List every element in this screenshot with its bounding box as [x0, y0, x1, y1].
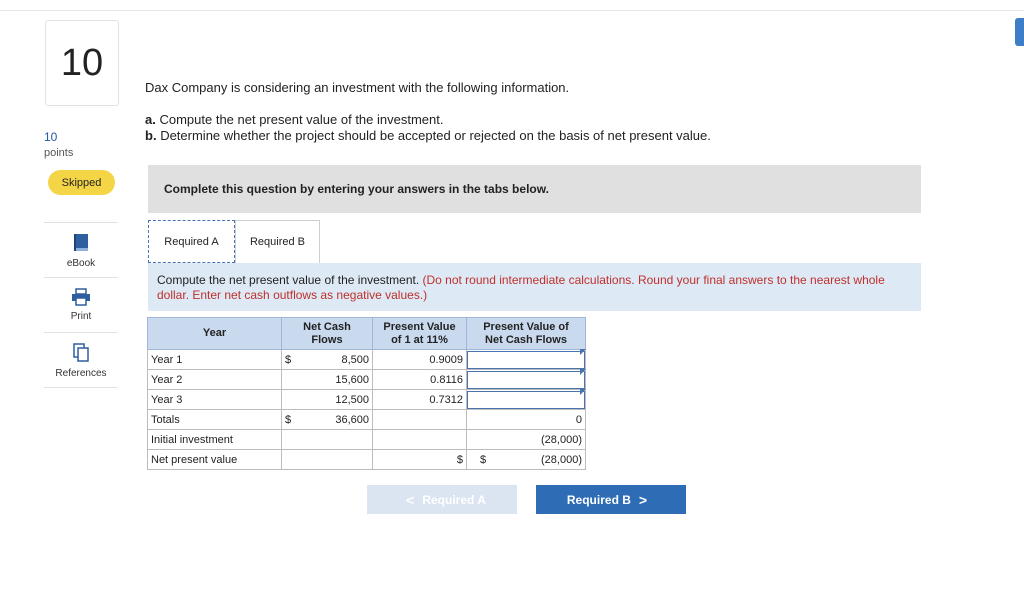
header-ncf-line2: Flows [311, 333, 343, 346]
npv-dollar-sign: $ [480, 453, 487, 466]
printer-icon [71, 288, 91, 306]
dollar-sign [282, 370, 298, 390]
npv-table [147, 317, 586, 470]
row-label: Net present value [148, 450, 282, 470]
dollar-sign: $ [282, 410, 298, 430]
tab-required-b[interactable]: Required B [235, 220, 320, 263]
pv-net-cash-flow: (28,000) [467, 430, 586, 450]
table-row [148, 430, 586, 450]
table-row [148, 390, 586, 410]
ebook-label: eBook [66, 258, 96, 269]
net-cash-flow: 36,600 [298, 410, 373, 430]
row-label: Initial investment [148, 430, 282, 450]
row-label: Totals [148, 410, 282, 430]
net-cash-flow [298, 450, 373, 470]
print-label: Print [70, 311, 92, 322]
header-year: Year [148, 318, 282, 350]
pv-year-1-input[interactable] [467, 351, 585, 369]
references-label: References [55, 368, 107, 379]
pv-factor [373, 410, 467, 430]
pv-net-cash-flow-cell [467, 390, 586, 410]
input-marker-icon [580, 349, 586, 355]
points-label: points [44, 147, 74, 159]
part-b [145, 128, 711, 144]
row-label: Year 2 [148, 370, 282, 390]
header-pvn-line1: Present Value of [483, 320, 569, 333]
pv-factor: 0.9009 [373, 350, 467, 370]
row-label: Year 3 [148, 390, 282, 410]
header-pv-line2: of 1 at 11% [391, 333, 448, 346]
points-value: 10 [44, 130, 58, 144]
table-row [148, 370, 586, 390]
tab-required-a[interactable]: Required A [148, 220, 235, 263]
prev-button-label: Required A [422, 492, 486, 507]
top-divider [0, 10, 1024, 11]
prev-required-a-button[interactable] [367, 485, 517, 514]
header-pv-line1: Present Value [383, 320, 456, 333]
pv-factor: $ [373, 450, 467, 470]
print-button[interactable] [44, 278, 118, 333]
next-button-label: Required B [566, 492, 631, 507]
pv-year-2-input[interactable] [467, 371, 585, 389]
instruction-main: Compute the net present value of the investment. [157, 273, 420, 287]
part-a-key: a. [145, 112, 156, 127]
part-b-text: Determine whether the project should be accepted or rejected on the basis of net present value. [160, 128, 711, 143]
references-button[interactable] [44, 333, 118, 388]
table-row [148, 410, 586, 430]
part-a [145, 112, 711, 128]
header-net-cash-flows [282, 318, 373, 350]
header-pv-net-cash-flows [467, 318, 586, 350]
header-pv-factor [373, 318, 467, 350]
net-present-value [467, 450, 586, 470]
pv-factor: 0.8116 [373, 370, 467, 390]
references-icon [72, 343, 90, 363]
table-header-row [148, 318, 586, 350]
table-row [148, 450, 586, 470]
question-intro: Dax Company is considering an investment with the following information. [145, 80, 570, 95]
pv-factor [373, 430, 467, 450]
dollar-sign [282, 390, 298, 410]
net-cash-flow [298, 430, 373, 450]
pv-year-3-input[interactable] [467, 391, 585, 409]
pv-net-cash-flow-cell [467, 370, 586, 390]
part-b-key: b. [145, 128, 157, 143]
next-required-b-button[interactable] [536, 485, 686, 514]
status-badge: Skipped [48, 170, 115, 195]
npv-amount: (28,000) [541, 453, 582, 466]
pv-net-cash-flow: 0 [467, 410, 586, 430]
npv-split [470, 454, 582, 466]
input-marker-icon [580, 369, 586, 375]
input-marker-icon [580, 389, 586, 395]
dollar-sign [282, 430, 298, 450]
pv-factor: 0.7312 [373, 390, 467, 410]
chevron-right-icon: > [638, 491, 648, 508]
tab-instructions [148, 263, 921, 311]
book-icon [72, 233, 90, 253]
ebook-button[interactable] [44, 223, 118, 278]
dollar-sign [282, 450, 298, 470]
header-pvn-line2: Net Cash Flows [485, 333, 567, 346]
question-parts [145, 112, 711, 144]
net-cash-flow: 15,600 [298, 370, 373, 390]
side-panel-tab[interactable] [1015, 18, 1024, 46]
part-a-text: Compute the net present value of the investment. [159, 112, 444, 127]
chevron-left-icon: < [406, 491, 415, 508]
net-cash-flow: 8,500 [298, 350, 373, 370]
pv-net-cash-flow-cell [467, 350, 586, 370]
dollar-sign: $ [282, 350, 298, 370]
net-cash-flow: 12,500 [298, 390, 373, 410]
table-row [148, 350, 586, 370]
instruction-banner: Complete this question by entering your answers in the tabs below. [148, 165, 921, 213]
row-label: Year 1 [148, 350, 282, 370]
question-tools [44, 222, 118, 388]
question-number: 10 [45, 20, 119, 106]
instruction-note: (Do not round intermediate calculations. Round your final answers to the nearest whole dollar. Enter net cash outflows as negative values.) [157, 273, 885, 302]
header-ncf-line1: Net Cash [303, 320, 351, 333]
